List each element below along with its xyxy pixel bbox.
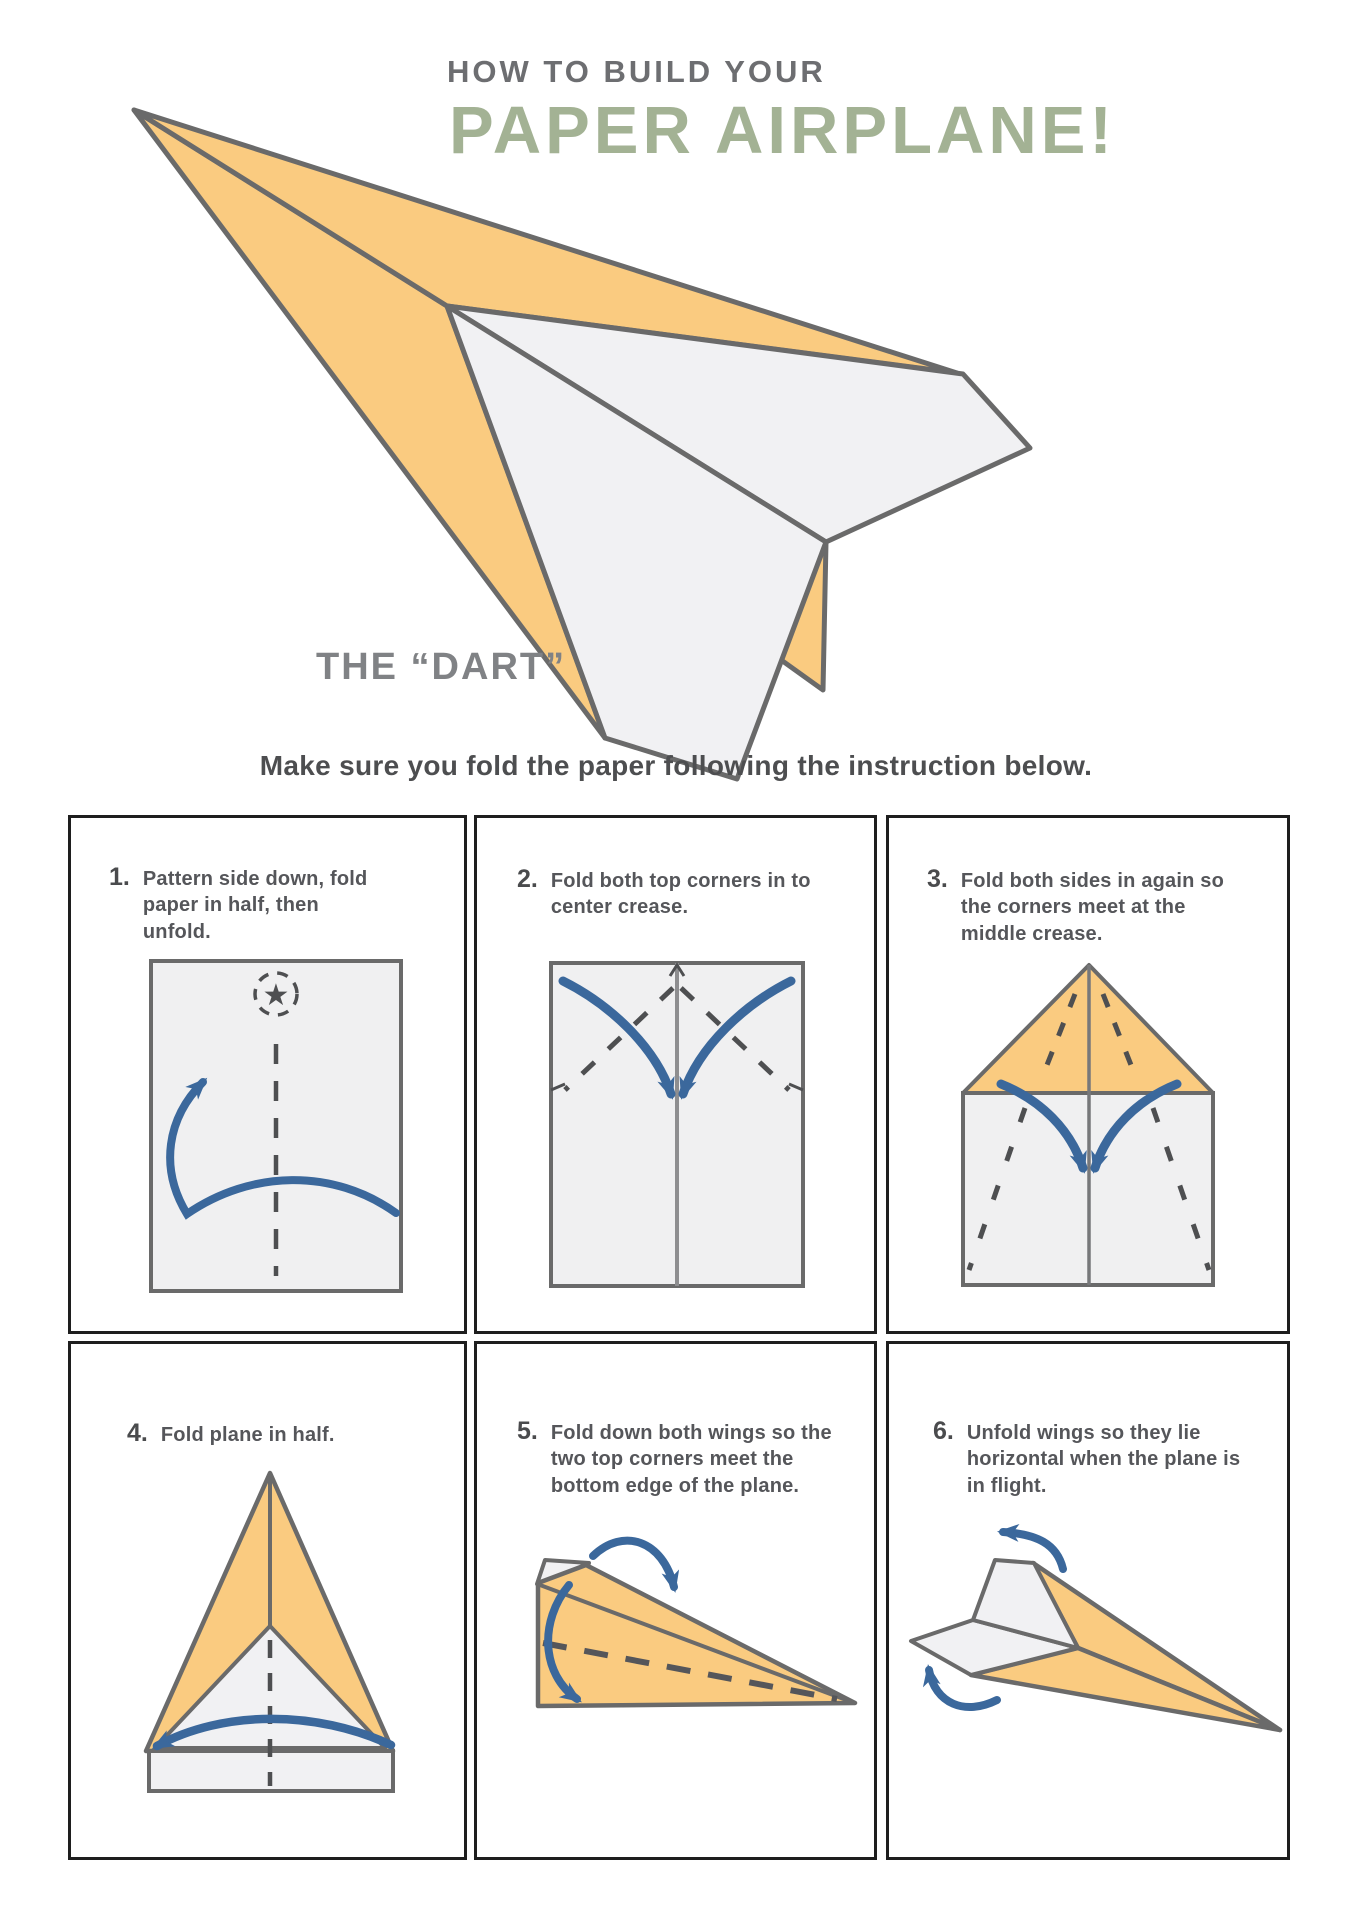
step-caption-row <box>927 866 1253 947</box>
step-caption: Unfold wings so they lie horizontal when the plane is in flight. <box>966 1422 1241 1497</box>
step-card-3 <box>886 815 1290 1334</box>
step-caption: Fold down both wings so the two top corners meet the bottom edge of the plane. <box>550 1422 832 1497</box>
step-number: 6. <box>933 1417 954 1445</box>
step-caption-row <box>109 864 383 945</box>
step-number: 3. <box>927 865 948 893</box>
instructions-subtitle: Make sure you fold the paper following the instruction below. <box>259 750 1093 781</box>
step-caption-row <box>517 866 843 921</box>
step-number: 4. <box>127 1419 148 1447</box>
step-number: 5. <box>517 1417 538 1445</box>
step-number: 1. <box>109 863 130 891</box>
page-title: PAPER AIRPLANE! <box>449 93 1116 168</box>
step-caption: Fold both top corners in to center crease. <box>550 870 811 919</box>
step-caption-row <box>127 1420 421 1448</box>
step-caption: Fold plane in half. <box>160 1424 335 1446</box>
step-card-2 <box>474 815 877 1334</box>
step-caption: Pattern side down, fold paper in half, then unfold. <box>142 868 368 943</box>
step-card-6 <box>886 1341 1290 1860</box>
star-icon: ★ <box>262 979 290 1012</box>
step-card-1 <box>68 815 467 1334</box>
step-number: 2. <box>517 865 538 893</box>
step-caption-row <box>517 1418 847 1499</box>
header-kicker: HOW TO BUILD YOUR <box>447 54 826 89</box>
plane-name-label: THE “DART” <box>316 646 567 688</box>
step-caption: Fold both sides in again so the corners meet at the middle crease. <box>960 870 1225 945</box>
step-card-4 <box>68 1341 467 1860</box>
step-caption-row <box>933 1418 1243 1499</box>
step-card-5 <box>474 1341 877 1860</box>
